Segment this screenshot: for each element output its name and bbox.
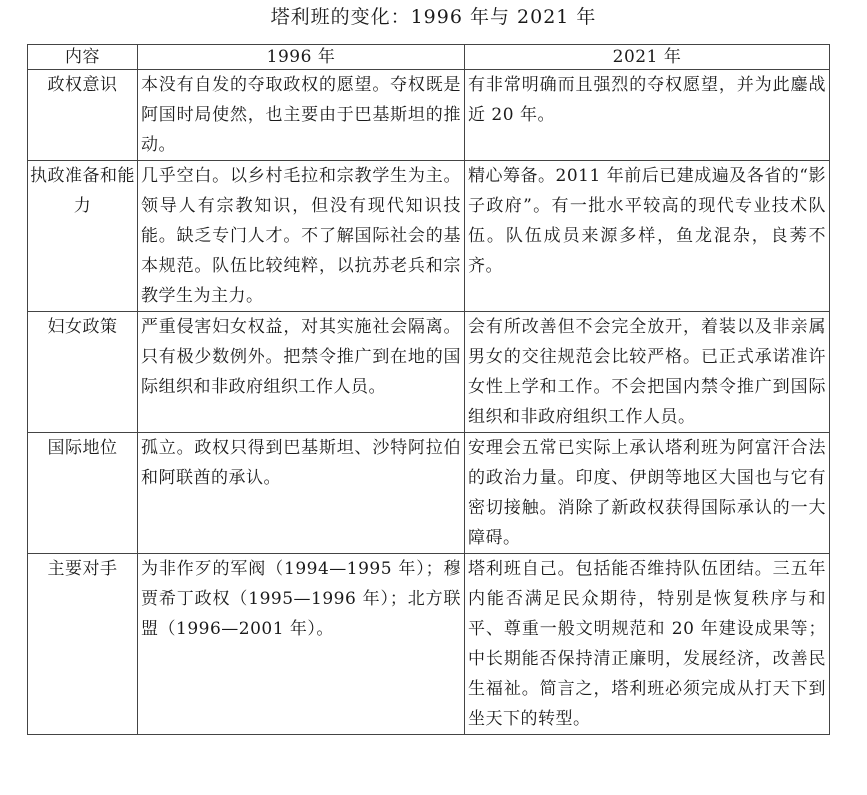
header-1996: 1996 年 — [138, 45, 465, 70]
row-label: 国际地位 — [28, 433, 138, 554]
table-row — [28, 70, 830, 161]
row-label: 妇女政策 — [28, 312, 138, 433]
cell-2021: 精心筹备。2011 年前后已建成遍及各省的“影子政府”。有一批水平较高的现代专业技术队伍。队伍成员来源多样，鱼龙混杂，良莠不齐。 — [465, 161, 830, 312]
table-row — [28, 433, 830, 554]
cell-2021: 会有所改善但不会完全放开，着装以及非亲属男女的交往规范会比较严格。已正式承诺准许女性上学和工作。不会把国内禁令推广到国际组织和非政府组织工作人员。 — [465, 312, 830, 433]
cell-1996: 本没有自发的夺取政权的愿望。夺权既是阿国时局使然，也主要由于巴基斯坦的推动。 — [138, 70, 465, 161]
cell-2021: 有非常明确而且强烈的夺权愿望，并为此鏖战近 20 年。 — [465, 70, 830, 161]
cell-2021: 安理会五常已实际上承认塔利班为阿富汗合法的政治力量。印度、伊朗等地区大国也与它有密切接触。消除了新政权获得国际承认的一大障碍。 — [465, 433, 830, 554]
row-label: 主要对手 — [28, 554, 138, 735]
table-row — [28, 312, 830, 433]
cell-1996: 孤立。政权只得到巴基斯坦、沙特阿拉伯和阿联酋的承认。 — [138, 433, 465, 554]
table-row — [28, 554, 830, 735]
header-content: 内容 — [28, 45, 138, 70]
cell-1996: 几乎空白。以乡村毛拉和宗教学生为主。领导人有宗教知识，但没有现代知识技能。缺乏专门人才。不了解国际社会的基本规范。队伍比较纯粹，以抗苏老兵和宗教学生为主力。 — [138, 161, 465, 312]
row-label: 政权意识 — [28, 70, 138, 161]
header-2021: 2021 年 — [465, 45, 830, 70]
cell-1996: 为非作歹的军阀（1994—1995 年）；穆贾希丁政权（1995—1996 年）；北方联盟（1996—2001 年）。 — [138, 554, 465, 735]
row-label: 执政准备和能力 — [28, 161, 138, 312]
comparison-table — [27, 44, 830, 735]
cell-2021: 塔利班自己。包括能否维持队伍团结。三五年内能否满足民众期待，特别是恢复秩序与和平、尊重一般文明规范和 20 年建设成果等；中长期能否保持清正廉明，发展经济，改善民生福祉。简言之，塔利班必须完成从打天下到坐天下的转型。 — [465, 554, 830, 735]
table-row — [28, 161, 830, 312]
cell-1996: 严重侵害妇女权益，对其实施社会隔离。只有极少数例外。把禁令推广到在地的国际组织和非政府组织工作人员。 — [138, 312, 465, 433]
header-row — [28, 45, 830, 70]
table-title: 塔利班的变化：1996 年与 2021 年 — [270, 6, 597, 28]
